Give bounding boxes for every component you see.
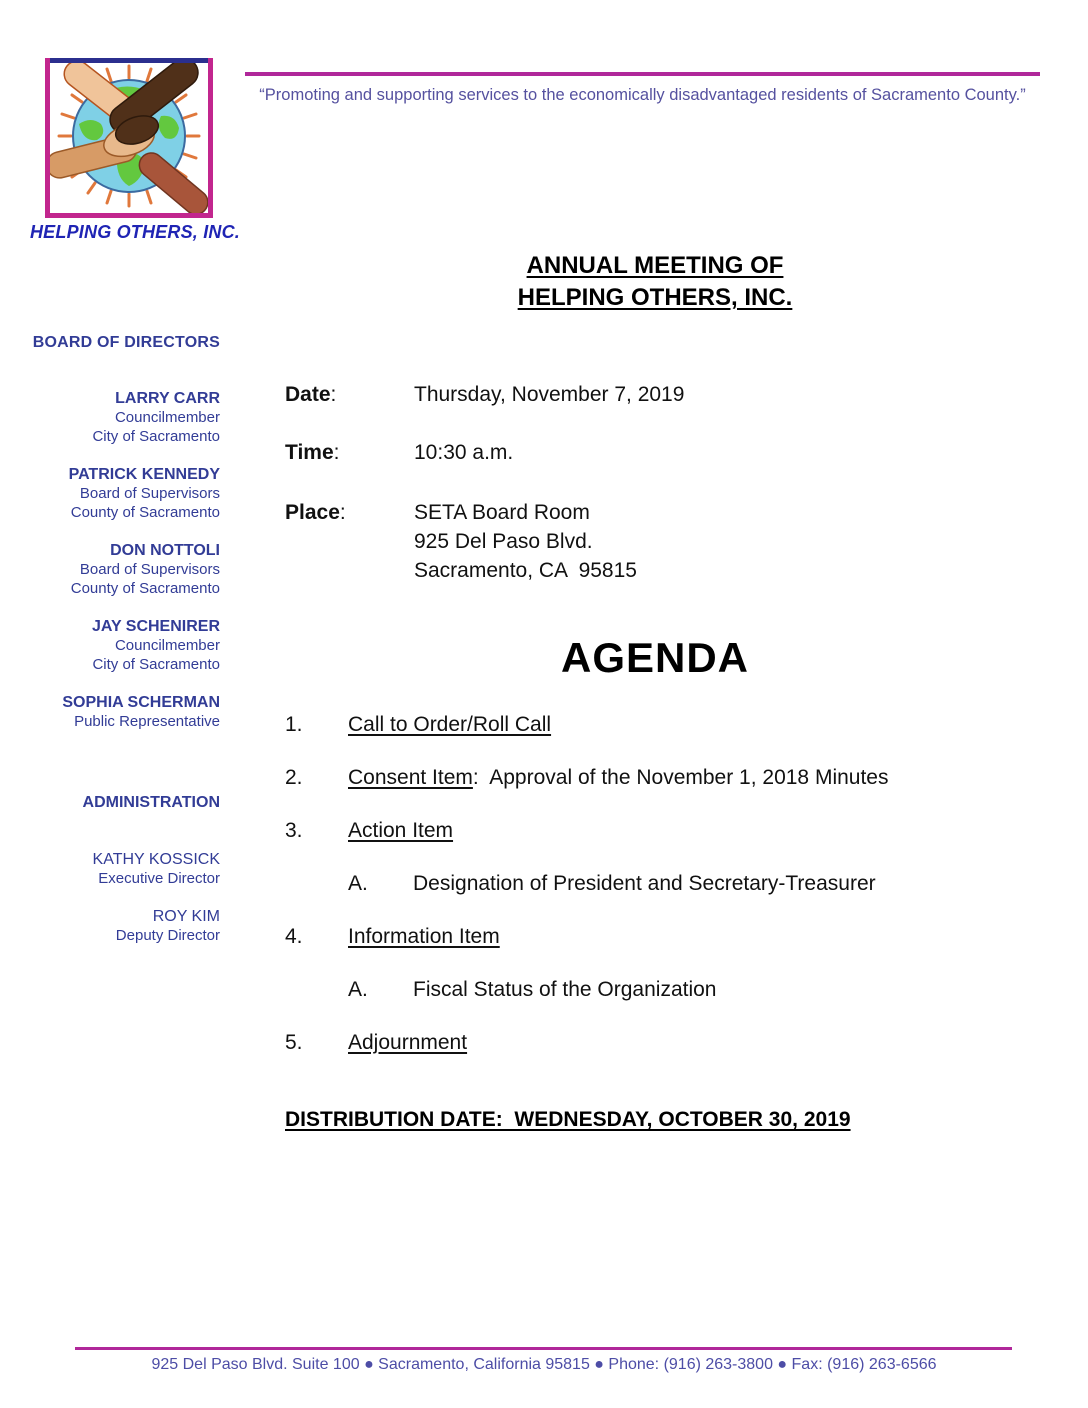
item-body <box>348 765 888 790</box>
agenda-item-1 <box>285 712 1025 737</box>
place-label-text: Place <box>285 501 340 524</box>
item-title: Call to Order/Roll Call <box>348 713 552 736</box>
item-number: 1. <box>285 713 303 736</box>
item-number: 2. <box>285 766 303 789</box>
item-body <box>348 924 500 949</box>
agenda-item-2 <box>285 765 1025 790</box>
colon: : <box>330 383 337 406</box>
member-title: Councilmember <box>114 637 220 654</box>
helping-others-logo <box>45 58 213 218</box>
document-body <box>285 250 1025 1132</box>
meeting-place-row <box>285 498 1025 585</box>
member-org: County of Sacramento <box>70 504 220 521</box>
board-sidebar <box>0 334 220 964</box>
place-line-3: Sacramento, CA 95815 <box>414 559 637 582</box>
board-member-sophia-scherman <box>0 693 220 731</box>
org-name: HELPING OTHERS, INC. <box>29 222 240 242</box>
member-title: Board of Supervisors <box>79 561 220 578</box>
admin-roy-kim <box>0 907 220 945</box>
member-name: PATRICK KENNEDY <box>68 466 220 483</box>
item-body <box>348 712 551 737</box>
header-divider-line <box>245 72 1040 76</box>
agenda-subitem-4a <box>285 977 1025 1002</box>
place-line-1: SETA Board Room <box>414 501 590 524</box>
item-body <box>348 1030 467 1055</box>
org-tagline: “Promoting and supporting services to the economically disadvantaged residents of Sacramento County.” <box>259 86 1026 104</box>
title-line-2: HELPING OTHERS, INC. <box>517 284 793 311</box>
agenda-item-4 <box>285 924 1025 949</box>
meeting-date-row <box>285 382 1025 407</box>
distribution-date: DISTRIBUTION DATE: WEDNESDAY, OCTOBER 30, 2019 <box>285 1108 851 1131</box>
member-org: County of Sacramento <box>70 580 220 597</box>
member-name: ROY KIM <box>152 908 220 925</box>
agenda-item-3 <box>285 818 1025 843</box>
board-member-patrick-kennedy <box>0 465 220 522</box>
member-name: SOPHIA SCHERMAN <box>62 694 220 711</box>
administration-heading: ADMINISTRATION <box>82 794 220 811</box>
time-label-text: Time <box>285 441 334 464</box>
member-org: City of Sacramento <box>92 428 220 445</box>
date-label <box>285 382 414 407</box>
meeting-time-row <box>285 440 1025 465</box>
subitem-text: Designation of President and Secretary-Treasurer <box>413 872 876 895</box>
item-suffix: : Approval of the November 1, 2018 Minutes <box>472 766 889 789</box>
title-line-1: ANNUAL MEETING OF <box>526 252 784 279</box>
member-name: KATHY KOSSICK <box>92 851 220 868</box>
place-label <box>285 498 414 585</box>
member-org: City of Sacramento <box>92 656 220 673</box>
board-member-don-nottoli <box>0 541 220 598</box>
item-title: Information Item <box>348 925 500 948</box>
item-title: Consent Item <box>348 766 473 789</box>
footer-contact-info: 925 Del Paso Blvd. Suite 100 ● Sacramento, California 95815 ● Phone: (916) 263-3800 ● Fax: (916) 263-6566 <box>151 1356 937 1373</box>
member-title: Executive Director <box>98 870 220 887</box>
date-value: Thursday, November 7, 2019 <box>414 383 685 406</box>
member-name: LARRY CARR <box>115 390 220 407</box>
colon: : <box>339 501 346 524</box>
admin-kathy-kossick <box>0 850 220 888</box>
colon: : <box>333 441 340 464</box>
place-line-2: 925 Del Paso Blvd. <box>414 530 593 553</box>
item-number: 3. <box>285 819 303 842</box>
item-body <box>348 818 453 843</box>
item-title: Action Item <box>348 819 454 842</box>
page-title <box>285 250 1025 314</box>
item-number: 5. <box>285 1031 303 1054</box>
subitem-letter: A. <box>348 872 368 895</box>
meeting-info <box>285 382 1025 585</box>
agenda-item-5 <box>285 1030 1025 1055</box>
board-member-jay-schenirer <box>0 617 220 674</box>
member-title: Deputy Director <box>115 927 220 944</box>
agenda-heading: AGENDA <box>560 634 749 681</box>
board-of-directors-heading: BOARD OF DIRECTORS <box>32 334 220 351</box>
footer-divider-line <box>75 1347 1012 1350</box>
member-name: JAY SCHENIRER <box>91 618 220 635</box>
member-name: DON NOTTOLI <box>110 542 220 559</box>
board-member-larry-carr <box>0 389 220 446</box>
member-title: Board of Supervisors <box>79 485 220 502</box>
date-label-text: Date <box>285 383 331 406</box>
place-value <box>414 498 637 585</box>
item-number: 4. <box>285 925 303 948</box>
time-label <box>285 440 414 465</box>
member-title: Councilmember <box>114 409 220 426</box>
agenda-list <box>285 712 1025 1055</box>
subitem-letter: A. <box>348 978 368 1001</box>
subitem-text: Fiscal Status of the Organization <box>413 978 717 1001</box>
time-value: 10:30 a.m. <box>414 441 514 464</box>
agenda-subitem-3a <box>285 871 1025 896</box>
member-title: Public Representative <box>74 713 220 730</box>
item-title: Adjournment <box>348 1031 468 1054</box>
